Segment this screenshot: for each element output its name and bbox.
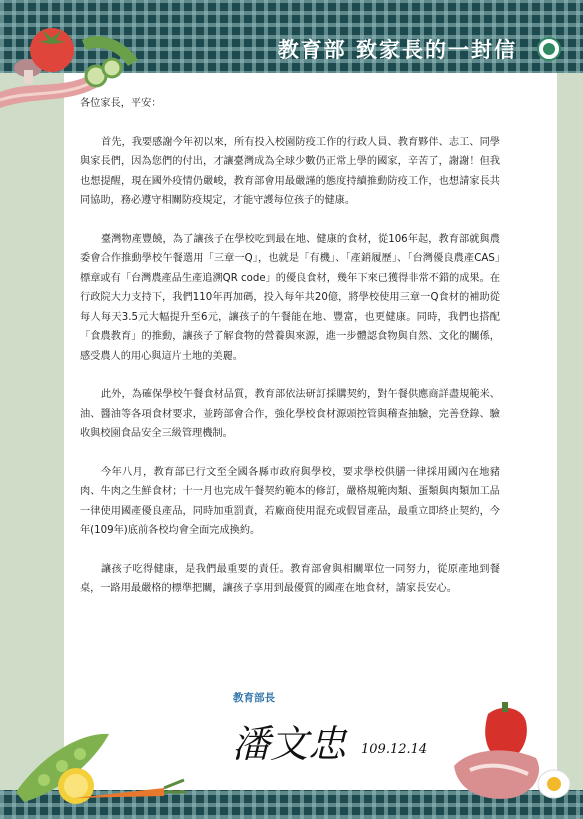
signature-date: 109.12.14: [361, 742, 428, 757]
meat-icon: [454, 750, 539, 798]
letter-paragraph: 臺灣物產豐饒，為了讓孩子在學校吃到最在地、健康的食材，從106年起，教育部就與農委會合作推動學校午餐選用「三章一Q」，也就是「有機」、「產銷履歷」、「台灣優良農產CAS」標章或有「台灣農產品生產追溯QR code」的優良食材，幾年下來已獲得非常不錯的成果。在行政院大力支持下，我們110年再加碼，投入每年共20億，將學校使用三章一Q食材的補助從每人每天3.5元大幅提升至6元，讓孩子的午餐能在地、豐富，也更健康。同時，我們也搭配「食農教育」的推動，讓孩子了解食物的營養與來源，進一步體認食物與自然、文化的關係，感受農人的用心與這片土地的美麗。: [80, 233, 500, 362]
ministry-emblem-icon: [537, 37, 561, 61]
letter-paragraph: 首先，我要感謝今年初以來，所有投入校園防疫工作的行政人員、教育夥伴、志工、同學與家長們，因為您們的付出，才讓臺灣成為全球少數仍正常上學的國家，辛苦了，謝謝！但我也想提醒，現在國外疫情仍嚴峻，教育部會用最嚴謹的態度持續推動防疫工作，也想請家長共同協助，務必遵守相關防疫規定，才能守護每位孩子的健康。: [80, 136, 500, 206]
signature-name: 潘文忠: [232, 722, 347, 766]
signature-title: 教育部長: [233, 692, 275, 704]
letter-greeting: 各位家長，平安：: [80, 98, 162, 109]
left-margin: [0, 73, 64, 790]
letter-paragraph: 此外，為確保學校午餐食材品質，教育部依法研訂採購契約，對午餐供應商詳盡規範米、油、醬油等各項食材要求，並跨部會合作，強化學校食材源頭控管與稽查抽驗，完善登錄、驗收與校園食品安全三級管理機制。: [80, 389, 500, 439]
letter-body: [80, 94, 500, 618]
lemon-icon: [58, 768, 94, 804]
letter-paragraph: 今年八月，教育部已行文至全國各縣市政府與學校，要求學校供膳一律採用國內在地豬肉、牛肉之生鮮食材；十一月也完成午餐契約範本的修訂，嚴格規範肉類、蛋類與肉類加工品一律使用國產優良產品，同時加重罰責，若廠商使用混充或假冒產品，最重立即終止契約，今年(109年)底前各校均會全面完成換約。: [80, 466, 500, 536]
food-decoration-bottom-right: [440, 700, 583, 810]
food-decoration-bottom-left: [14, 722, 194, 812]
egg-icon: [538, 770, 570, 798]
right-margin: [557, 73, 583, 790]
letter-paragraph: 讓孩子吃得健康，是我們最重要的責任。教育部會與相關單位一同努力，從原產地到餐桌，一路用最嚴格的標準把關，讓孩子享用到最優質的國產在地食材，請家長安心。: [80, 563, 500, 594]
page-title: 教育部 致家長的一封信: [277, 38, 517, 62]
cucumber-icon: [82, 36, 138, 86]
tomato-icon: [30, 28, 74, 72]
